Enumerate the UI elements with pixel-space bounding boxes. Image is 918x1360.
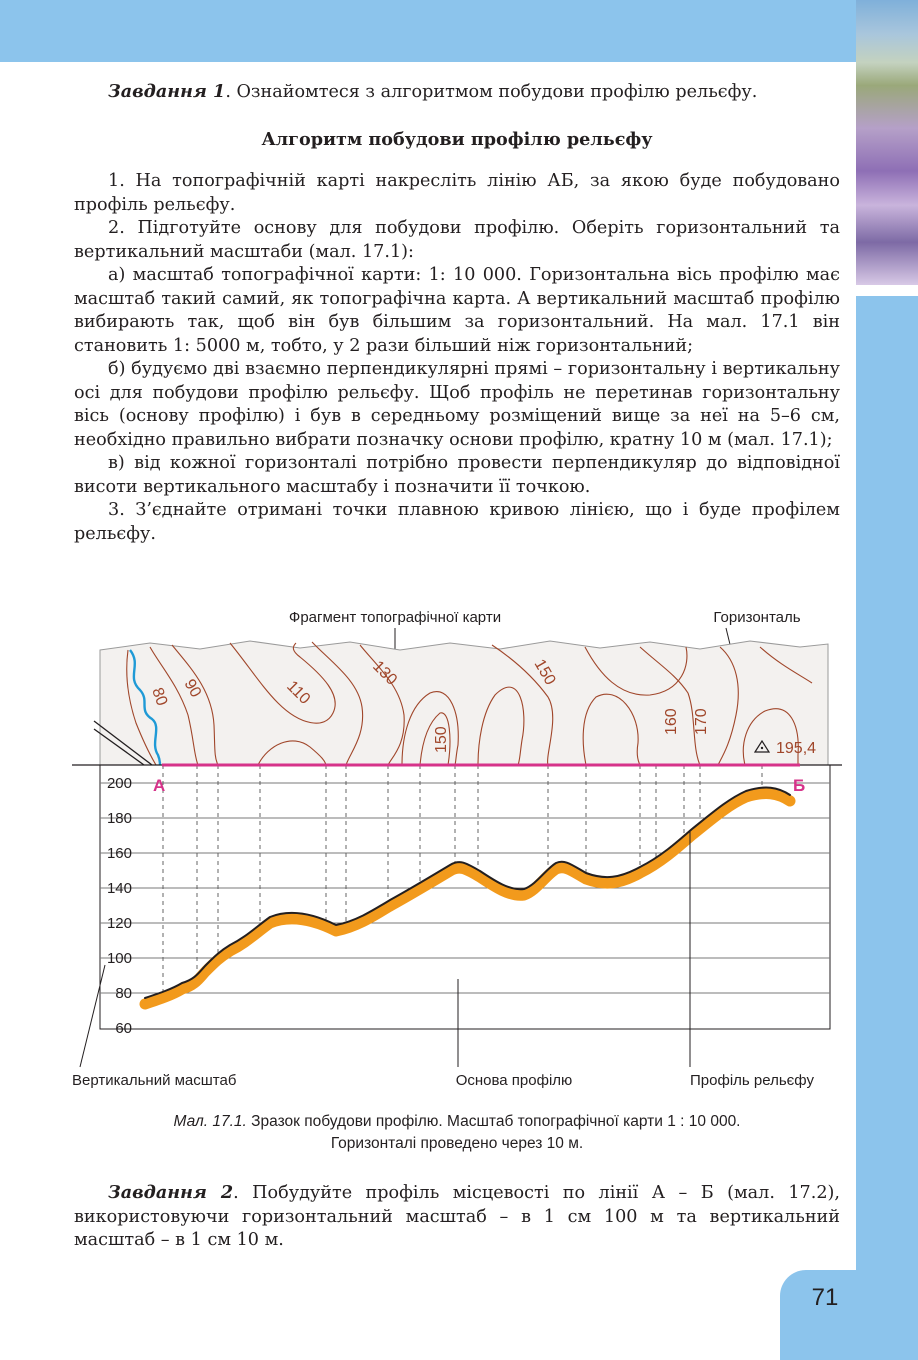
task1-paragraph <box>74 80 840 105</box>
step-3: 3. З’єднайте отримані точки плавною кривою лінією, що і буде профілем рельєфу. <box>74 500 840 544</box>
task2-paragraph <box>74 1181 840 1253</box>
task2-text: . Побудуйте профіль місцевості по лінії А – Б (мал. 17.2), використовуючи горизонтальний масштаб – в 1 см 100 м та вертикальний масштаб – в 1 см 10 м. <box>74 1183 840 1250</box>
callout-relief-profile: Профіль рельєфу <box>690 1072 814 1089</box>
y-tick-label: 140 <box>106 880 132 897</box>
point-b-label: Б <box>793 776 806 795</box>
contour-label: 130 <box>369 657 401 689</box>
vertical-scale-labels <box>107 775 132 1037</box>
figure-caption <box>74 1111 840 1155</box>
caption-label: Мал. 17.1. <box>173 1113 247 1130</box>
step-2a: а) масштаб топографічної карти: 1: 10 000. Горизонтальна вісь профілю має масштаб такий самий, як топографічна карта. А вертикальний масштаб профілю вибирають так, щоб він був більшим за горизонтальний. На мал. 17.1 він становить 1: 5000 м, тобто, у 2 рази більший ніж горизонтальний; <box>74 265 840 356</box>
profile-chart-frame <box>100 765 830 1029</box>
y-tick-label: 180 <box>106 810 132 827</box>
page-number: 71 <box>811 1284 839 1311</box>
algorithm-title: Алгоритм побудови профілю рельєфу <box>261 129 653 150</box>
step-2: 2. Підготуйте основу для побудови профілю. Оберіть горизонтальний та вертикальний масштаби (мал. 17.1): <box>74 218 840 262</box>
task1-text: . Ознайомтеся з алгоритмом побудови профілю рельєфу. <box>225 82 758 102</box>
summit-point <box>761 747 763 749</box>
task1-label: Завдання 1 <box>108 81 226 102</box>
contour-label: 90 <box>180 676 205 701</box>
relief-profile-band <box>145 794 790 1004</box>
y-tick-label: 200 <box>106 775 132 792</box>
contour-label: 170 <box>693 708 710 735</box>
y-tick-label: 100 <box>106 950 132 967</box>
profile-figure <box>0 595 918 1105</box>
callout-vertical-scale: Вертикальний масштаб <box>72 1072 237 1089</box>
y-tick-label: 60 <box>115 1020 132 1037</box>
caption-line-2: Горизонталі проведено через 10 м. <box>330 1135 584 1152</box>
projection-lines <box>163 765 762 1000</box>
y-tick-label: 160 <box>106 845 132 862</box>
side-decorative-photo <box>856 0 918 285</box>
step-1: 1. На топографічній карті накресліть лінію АБ, за якою буде побудовано профіль рельєфу. <box>74 171 840 215</box>
caption-line-1: Зразок побудови профілю. Масштаб топографічної карти 1 : 10 000. <box>246 1113 741 1130</box>
algorithm-steps <box>74 170 840 546</box>
point-a-label: А <box>153 776 166 795</box>
callout-contour: Горизонталь <box>713 609 801 626</box>
y-tick-label: 120 <box>106 915 132 932</box>
topographic-map-fragment <box>100 641 828 765</box>
summit-label: 195,4 <box>776 740 817 757</box>
step-2c: в) від кожної горизонталі потрібно провести перпендикуляр до відповідної висоти вертикального масштабу і позначити її точкою. <box>74 453 840 497</box>
relief-profile-line <box>145 788 790 998</box>
y-tick-label: 80 <box>115 985 132 1002</box>
top-color-band <box>0 0 856 62</box>
contour-label: 110 <box>283 677 314 708</box>
task2-label: Завдання 2 <box>108 1182 234 1203</box>
step-2b: б) будуємо дві взаємно перпендикулярні прямі – горизонтальну і вертикальну осі для побудови профілю рельєфу. Щоб профіль не перетинав горизонтальну вісь (основу профілю) і був в середньому розміщений вище за неї на 5–6 см, необхідно правильно вибрати позначку основи профілю, кратну 10 м (мал. 17.1); <box>74 359 840 450</box>
callout-vscale-leader <box>80 965 105 1067</box>
contour-label: 160 <box>663 708 680 735</box>
contour-label: 80 <box>148 685 171 709</box>
contour-label: 150 <box>433 726 450 753</box>
callout-profile-base: Основа профілю <box>455 1072 573 1089</box>
callout-map-fragment: Фрагмент топографічної карти <box>288 609 502 626</box>
contour-label: 150 <box>530 656 559 689</box>
